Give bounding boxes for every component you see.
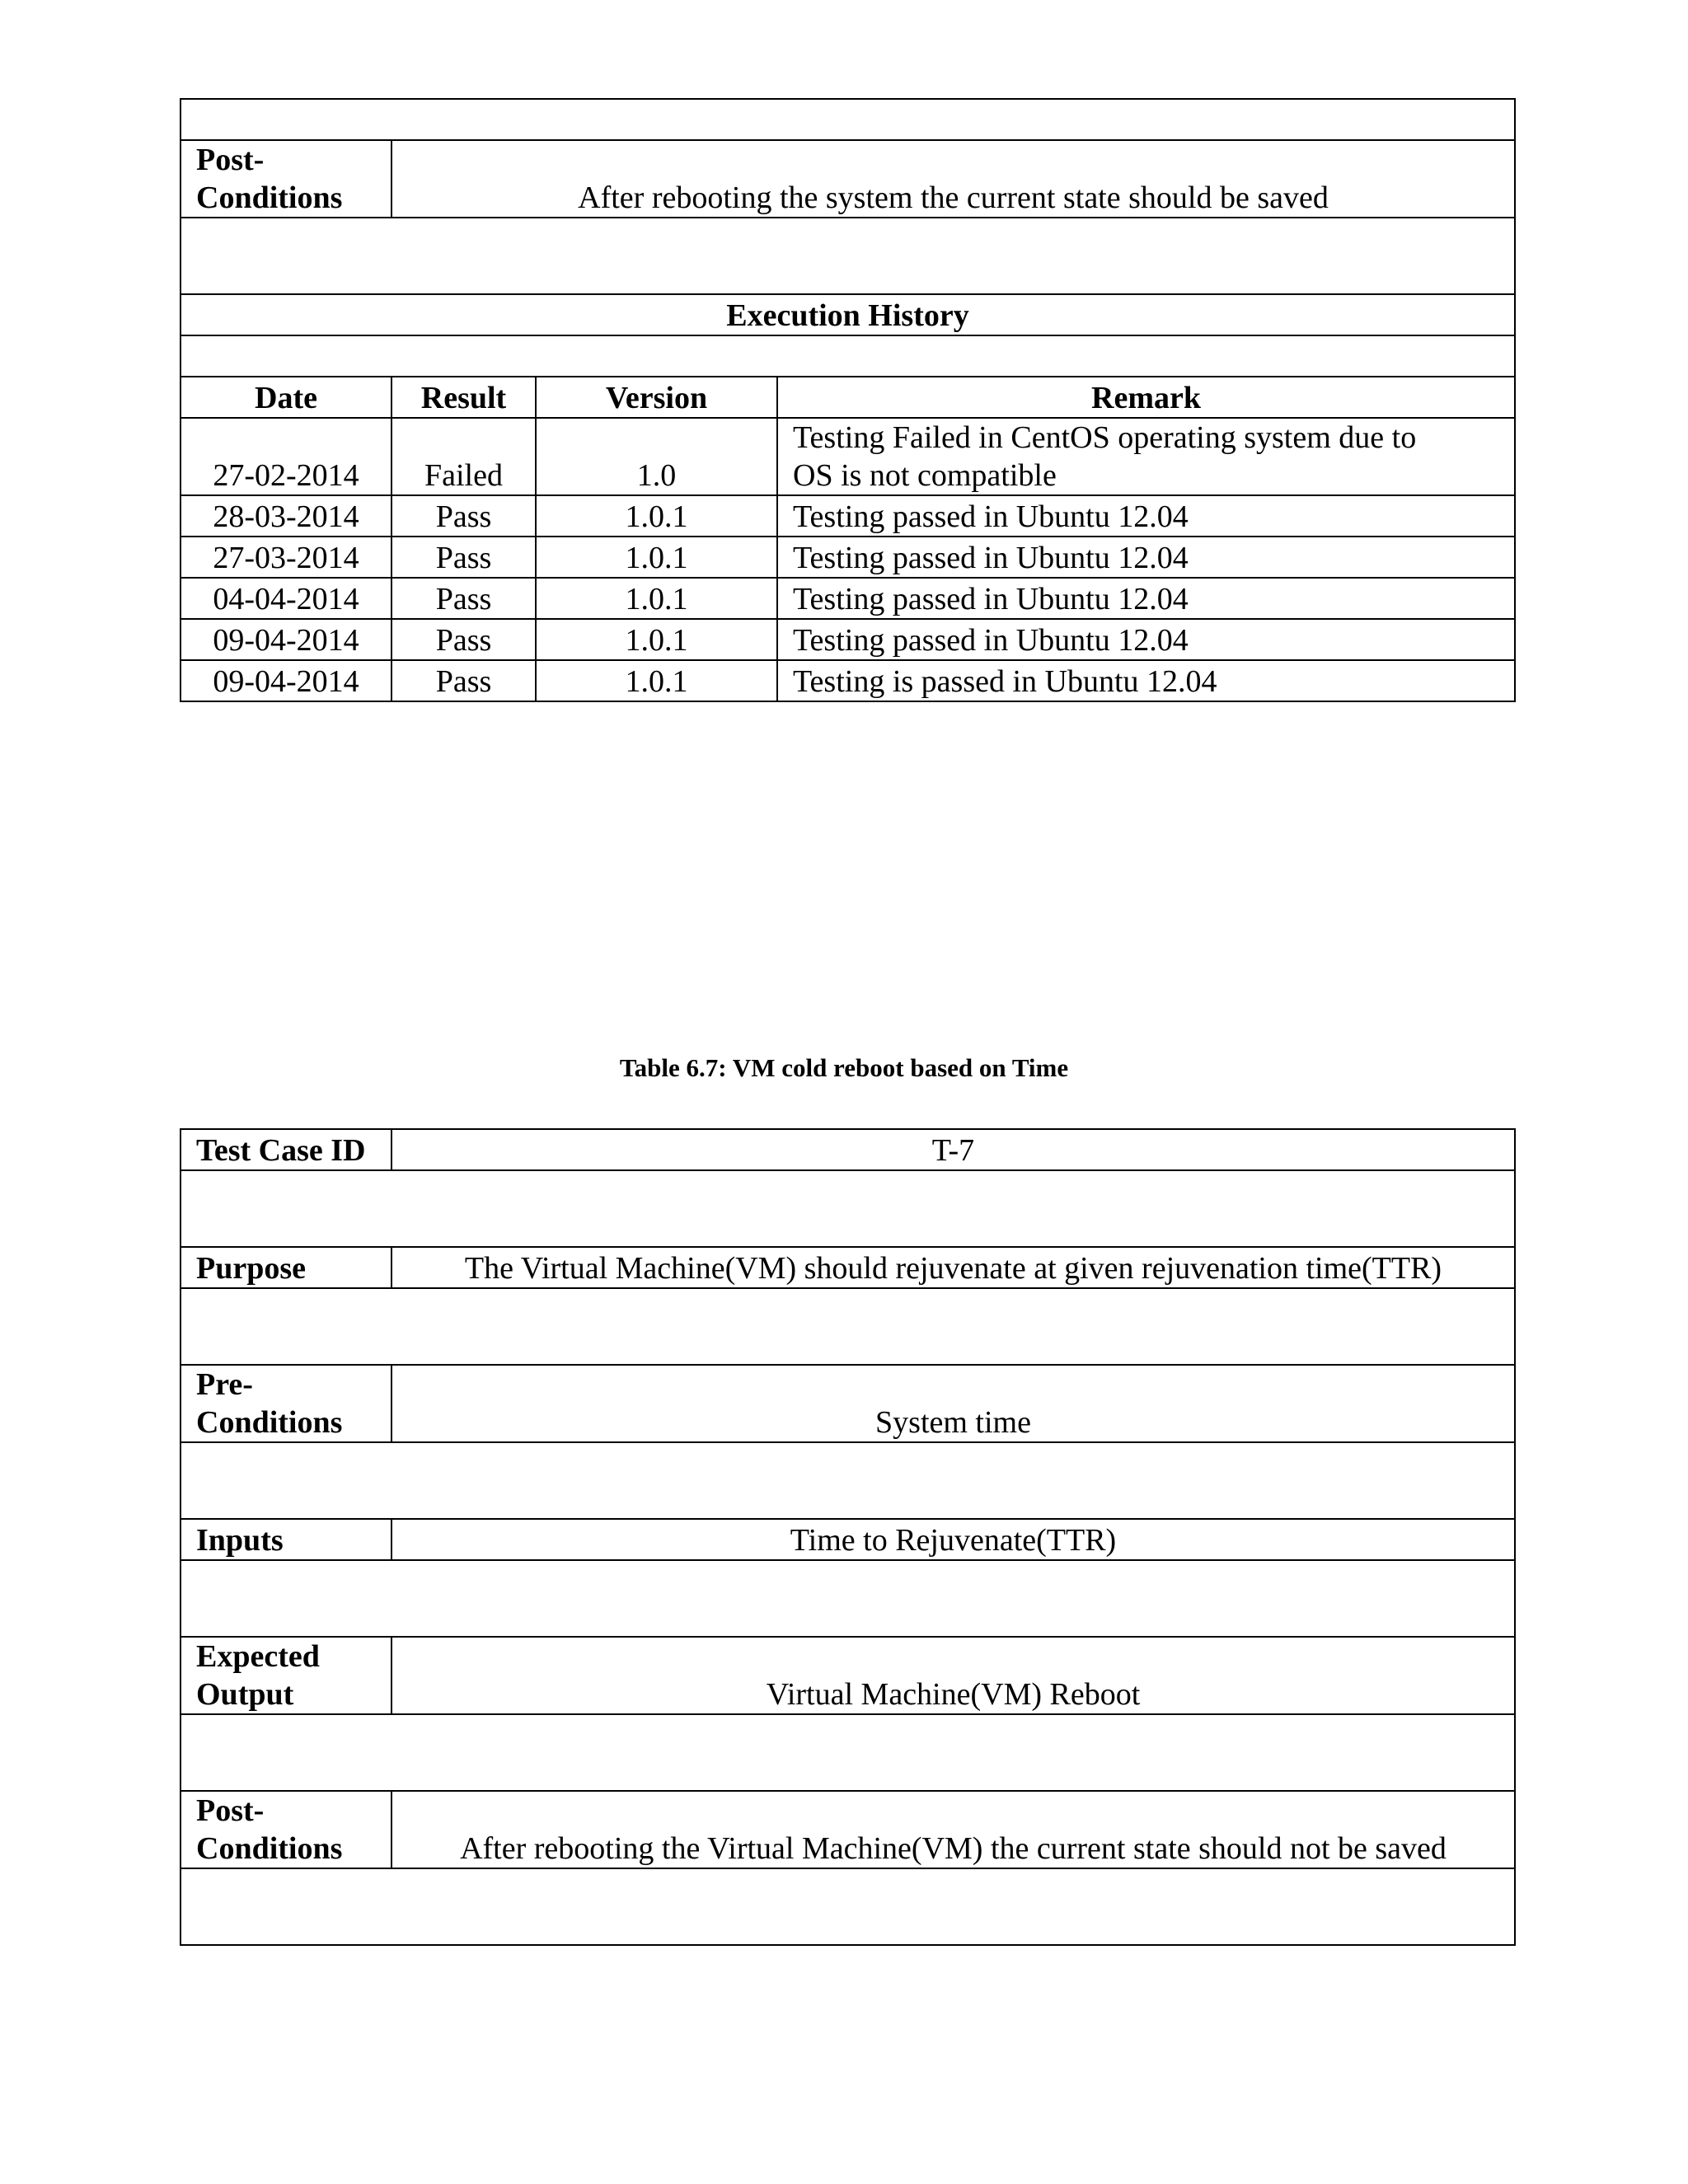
remark-cell: Testing is passed in Ubuntu 12.04 — [777, 660, 1515, 701]
version-cell: 1.0.1 — [536, 495, 777, 537]
inputs-label: Inputs — [181, 1519, 392, 1560]
post-conditions-value: After rebooting the Virtual Machine(VM) the current state should not be saved — [392, 1791, 1515, 1868]
post-conditions-label: Post- Conditions — [181, 140, 392, 218]
column-header-remark: Remark — [777, 377, 1515, 418]
test-case-id-label: Test Case ID — [181, 1129, 392, 1170]
remark-cell: Testing passed in Ubuntu 12.04 — [777, 578, 1515, 619]
column-header-result: Result — [392, 377, 536, 418]
remark-cell: Testing passed in Ubuntu 12.04 — [777, 495, 1515, 537]
table-row — [181, 619, 1515, 660]
column-header-date: Date — [181, 377, 392, 418]
column-header-version: Version — [536, 377, 777, 418]
result-cell: Failed — [392, 418, 536, 495]
table-row — [181, 578, 1515, 619]
version-cell: 1.0 — [536, 418, 777, 495]
date-cell: 28-03-2014 — [181, 495, 392, 537]
blank-row — [181, 218, 1515, 294]
version-cell: 1.0.1 — [536, 537, 777, 578]
execution-history-title-row — [181, 294, 1515, 335]
execution-history-title: Execution History — [181, 294, 1515, 335]
table-caption: Table 6.7: VM cold reboot based on Time — [619, 1053, 1069, 1082]
inputs-row — [181, 1519, 1515, 1560]
pre-conditions-label: Pre- Conditions — [181, 1365, 392, 1442]
remark-cell: Testing passed in Ubuntu 12.04 — [777, 537, 1515, 578]
blank-row — [181, 1442, 1515, 1519]
remark-cell: Testing Failed in CentOS operating system due to OS is not compatible — [777, 418, 1515, 495]
date-cell: 04-04-2014 — [181, 578, 392, 619]
blank-row — [181, 335, 1515, 377]
inputs-value: Time to Rejuvenate(TTR) — [392, 1519, 1515, 1560]
table-row — [181, 495, 1515, 537]
test-case-id-row — [181, 1129, 1515, 1170]
result-cell: Pass — [392, 537, 536, 578]
blank-row — [181, 1560, 1515, 1637]
version-cell: 1.0.1 — [536, 660, 777, 701]
version-cell: 1.0.1 — [536, 578, 777, 619]
blank-row — [181, 1288, 1515, 1365]
post-conditions-row — [181, 1791, 1515, 1868]
date-cell: 09-04-2014 — [181, 619, 392, 660]
execution-history-table — [180, 98, 1516, 702]
table-row — [181, 537, 1515, 578]
pre-conditions-value: System time — [392, 1365, 1515, 1442]
purpose-row — [181, 1247, 1515, 1288]
blank-row — [181, 99, 1515, 140]
date-cell: 09-04-2014 — [181, 660, 392, 701]
date-cell: 27-03-2014 — [181, 537, 392, 578]
result-cell: Pass — [392, 495, 536, 537]
remark-cell: Testing passed in Ubuntu 12.04 — [777, 619, 1515, 660]
post-conditions-label: Post- Conditions — [181, 1791, 392, 1868]
table-row — [181, 418, 1515, 495]
table-row — [181, 660, 1515, 701]
post-conditions-value: After rebooting the system the current state should be saved — [392, 140, 1515, 218]
result-cell: Pass — [392, 619, 536, 660]
blank-row — [181, 1170, 1515, 1247]
blank-row — [181, 1868, 1515, 1945]
post-conditions-row — [181, 140, 1515, 218]
test-case-id-value: T-7 — [392, 1129, 1515, 1170]
header-row — [181, 377, 1515, 418]
expected-output-value: Virtual Machine(VM) Reboot — [392, 1637, 1515, 1714]
purpose-label: Purpose — [181, 1247, 392, 1288]
purpose-value: The Virtual Machine(VM) should rejuvenate at given rejuvenation time(TTR) — [392, 1247, 1515, 1288]
expected-output-row — [181, 1637, 1515, 1714]
date-cell: 27-02-2014 — [181, 418, 392, 495]
pre-conditions-row — [181, 1365, 1515, 1442]
version-cell: 1.0.1 — [536, 619, 777, 660]
expected-output-label: Expected Output — [181, 1637, 392, 1714]
result-cell: Pass — [392, 660, 536, 701]
result-cell: Pass — [392, 578, 536, 619]
test-case-table — [180, 1128, 1516, 1946]
blank-row — [181, 1714, 1515, 1791]
